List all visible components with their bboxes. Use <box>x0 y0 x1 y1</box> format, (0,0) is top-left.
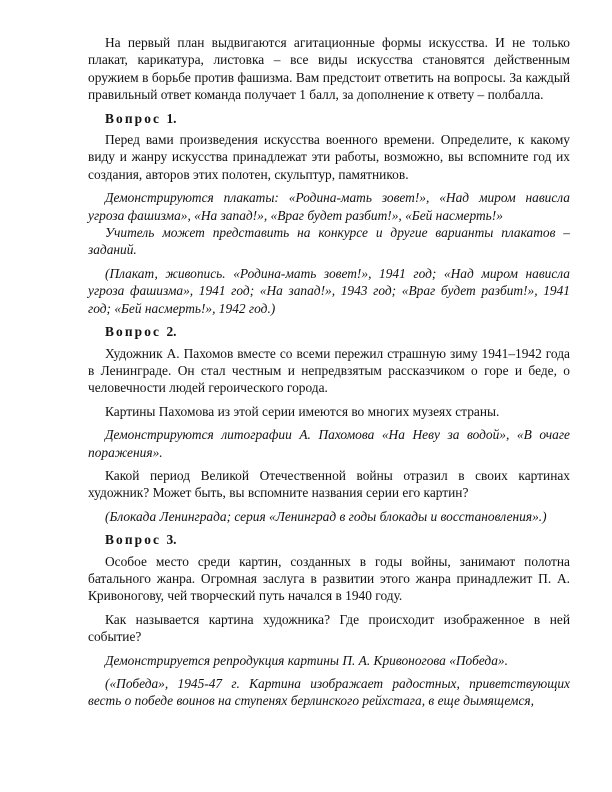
question-2-text3: Какой период Великой Отечественной войны отразил в своих картинах художник? Может быть, вы вспомните названия серии его картин? <box>88 467 570 501</box>
question-2-number: 2. <box>166 324 177 340</box>
intro-paragraph: На первый план выдвигаются агитационные формы искусства. И не только плакат, карикатура, листовка – все виды искусства становятся действенным оружием в борьбе против фашизма. Вам предстоит ответить на вопросы. За каждый правильный ответ команда получает 1 балл, за дополнение к ответу – полбалла. <box>88 35 570 103</box>
question-2-text2: Картины Пахомова из этой серии имеются во многих музеях страны. <box>105 403 500 419</box>
question-3-answer: («Победа», 1945-47 г. Картина изображает радостных, приветствующих весть о победе воинов на ступенях берлинского рейхстага, в еще дымящемся, <box>88 676 570 709</box>
question-3-text: Особое место среди картин, созданных в годы войны, занимают полотна батального жанра. Огромная заслуга в развитии этого жанра принадлежит П. А. Кривоногову, чей творческий путь начался в 1940 году. <box>88 553 570 604</box>
question-1-note: Учитель может представить на конкурсе и другие варианты плакатов – заданий. <box>88 225 570 258</box>
question-3-number: 3. <box>166 532 177 548</box>
question-1-answer: (Плакат, живопись. «Родина-мать зовет!», 1941 год; «Над миром нависла угроза фашизма», 1941 год; «На запад!», 1943 год; «Враг будет разбит!», 1941 год; «Бей насмерть!», 1942 год.) <box>88 265 570 316</box>
question-2-demo: Демонстрируются литографии А. Пахомова «На Неву за водой», «В очаге поражения». <box>88 427 570 460</box>
question-1-text: Перед вами произведения искусства военного времени. Определите, к какому виду и жанру искусства принадлежат эти работы, возможно, вы вспомните год их создания, авторов этих полотен, скульптур, памятников. <box>88 132 570 182</box>
question-1-number: 1. <box>166 110 177 126</box>
question-2-text: Художник А. Пахомов вместе со всеми пережил страшную зиму 1941–1942 года в Ленинграде. Он стал честным и непредвзятым рассказчиком о горе и беде, о человечности людей героического города. <box>88 345 570 396</box>
question-1-heading <box>88 110 570 127</box>
question-1-heading-word: Вопрос <box>105 110 162 126</box>
question-2-heading <box>88 323 570 340</box>
question-2-heading-word: Вопрос <box>105 324 162 340</box>
question-3-heading-word: Вопрос <box>105 532 162 548</box>
question-2-answer: (Блокада Ленинграда; серия «Ленинград в годы блокады и восстановления».) <box>105 508 547 524</box>
question-3-heading <box>88 531 570 548</box>
question-3-demo: Демонстрируется репродукция картины П. А. Кривоногова «Победа». <box>105 652 508 668</box>
question-3-text2: Как называется картина художника? Где происходит изображенное в ней событие? <box>88 611 570 645</box>
question-1-demo: Демонстрируются плакаты: «Родина-мать зовет!», «Над миром нависла угроза фашизма», «На запад!», «Враг будет разбит!», «Бей насмерть!» <box>88 190 570 223</box>
